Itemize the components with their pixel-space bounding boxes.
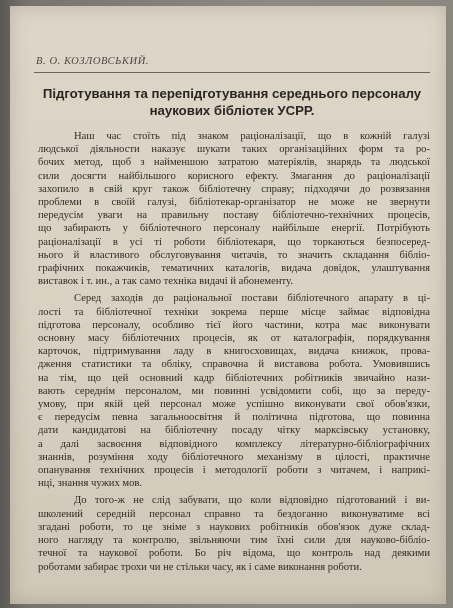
text-line: ного нагляду та контролю, звільняючи тим їхні сили для науково-бібліо- bbox=[38, 535, 430, 547]
text-line: Наш час стоїть під знаком раціоналізації, що в кожній галузі bbox=[74, 131, 430, 142]
text-line: роботами забирає трохи чи не стільки часу, як і саме виконання роботи. bbox=[38, 561, 362, 573]
text-line: підготова персоналу, особливо тієї його частини, котра має виконувати bbox=[38, 319, 430, 331]
text-line: нці, знання чужих мов. bbox=[38, 478, 143, 490]
text-line: графічних покажчиків, тематичних каталогів, видача довідок, улаштування bbox=[38, 263, 430, 275]
text-line: нього й властивого обслуговування читачів, то значить складання бібліо- bbox=[38, 249, 430, 261]
text-line: школений середній персонал справно та бездоганно виконуватиме всі bbox=[38, 508, 430, 520]
text-line: проблеми в своїй галузі, бібліотекар-організатор не може не звернути bbox=[38, 197, 430, 209]
text-line: карточок, підтримування ладу в книгосховищах, видача книжок, прова- bbox=[38, 346, 430, 358]
text-line: раціоналізації в усі ті роботи бібліотекаря, що торкаються безпосеред- bbox=[38, 236, 430, 248]
paragraph bbox=[38, 292, 430, 490]
text-line: є передусім певна загальноосвітня й політична підготова, що повинна bbox=[38, 412, 430, 424]
text-line: дати кандидатові на бібліотечну посаду чітку марксівську установку, bbox=[38, 425, 430, 437]
text-line: основну масу бібліотечних процесів, як от каталографія, порядкування bbox=[38, 333, 430, 345]
text-line: захопило в свій круг також бібліотечну справу; підходячи до розвязання bbox=[38, 183, 430, 195]
text-line: умову, при якій цей персонал може успішно виконувати свої обов'язки, bbox=[38, 399, 430, 411]
text-line: дження статистики та обліку, справочна й виставова робота. Умовившись bbox=[38, 359, 430, 371]
article-body bbox=[38, 130, 430, 574]
paragraph bbox=[38, 494, 430, 573]
text-line: що забирають у бібліотечного персоналу найбільше енергії. Потрібують bbox=[38, 223, 430, 235]
header-rule bbox=[34, 72, 430, 73]
title-line: Підготування та перепідготування середнього персоналу bbox=[42, 86, 422, 101]
text-line: а далі засвоєння відповідного комплексу літературно-бібліографічних bbox=[38, 438, 430, 450]
text-line: згадані роботи, то це зніме з наукових робітників обов'язок дуже склад- bbox=[38, 521, 430, 533]
paragraph bbox=[38, 130, 430, 288]
text-line: Серед заходів до раціональної постави бібліотечного апарату в ці- bbox=[74, 293, 430, 305]
text-line: До того-ж не слід забувати, що коли відповідно підготований і ви- bbox=[74, 495, 430, 507]
title-line: наукових бібліотек УСРР. bbox=[149, 102, 315, 118]
article-title bbox=[30, 86, 434, 119]
text-line: виставок і т. ин., а так само техніка видачі й абонементу. bbox=[38, 276, 293, 288]
text-line: течної та наукової роботи. Бо річ відома, що контроль над деякими bbox=[38, 548, 430, 560]
text-line: на тім, що цей основний кадр бібліотечних робітників звичайно нази- bbox=[38, 372, 430, 384]
text-line: опанування технічних процесів і методології роботи з читачем, і наприкі- bbox=[38, 465, 430, 477]
text-line: бочих метод, щоб з найменшою затратою матеріялів, знарядь та людської bbox=[38, 157, 430, 169]
text-line: знаннів, розуміння ходу бібліотечного механізму в цілості, практичне bbox=[38, 451, 430, 463]
running-head: В. О. КОЗЛОВСЬКИЙ. bbox=[36, 56, 150, 67]
text-line: людської діяльности наказує шукати таких організаційних форм та ро- bbox=[38, 144, 430, 156]
text-line: вають середнім персоналом, ми повинні усвідомити собі, що за переду- bbox=[38, 385, 430, 397]
text-line: сили досягти найбільшого корисного ефекту. Змагання до раціоналізації bbox=[38, 170, 430, 182]
text-line: лості та бібліотечної техніки зокрема перше місце займає відповідна bbox=[38, 306, 430, 318]
book-page bbox=[10, 6, 446, 604]
text-line: передусім уваги на правильну поставу бібліотечно-технічних процесів, bbox=[38, 210, 430, 222]
